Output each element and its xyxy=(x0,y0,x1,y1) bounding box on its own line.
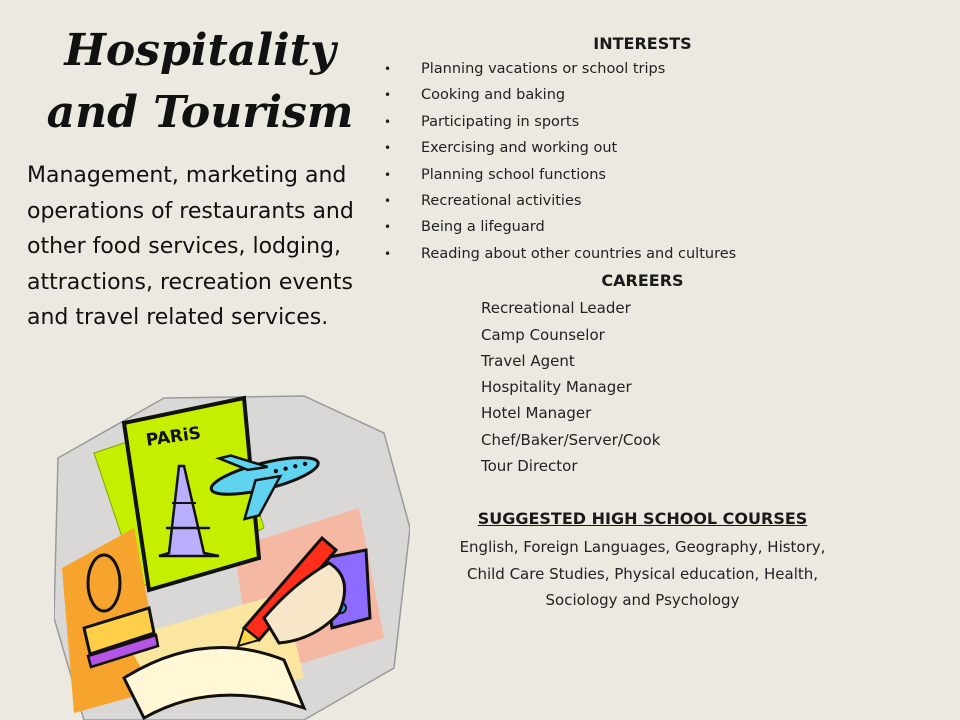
careers-list xyxy=(380,295,905,479)
content-column xyxy=(380,32,905,614)
paris-label: PARiS xyxy=(144,423,203,451)
careers-heading: CAREERS xyxy=(601,271,684,291)
description-text: Management, marketing and operations of restaurants and other food services, lodging, attractions, recreation events and travel related services. xyxy=(27,163,354,330)
list-item: • Participating in sports xyxy=(380,109,905,135)
courses-text xyxy=(380,534,905,614)
title-line-1: Hospitality xyxy=(64,25,336,76)
title-line-2: and Tourism xyxy=(46,87,354,138)
list-item: Hotel Manager xyxy=(481,404,592,423)
interests-heading: INTERESTS xyxy=(593,34,692,53)
list-item: • Cooking and baking xyxy=(380,82,905,108)
list-item: • Recreational activities xyxy=(380,188,905,214)
travel-clipart-image xyxy=(54,378,410,720)
list-item: Hospitality Manager xyxy=(481,378,632,397)
courses-heading: SUGGESTED HIGH SCHOOL COURSES xyxy=(477,509,808,529)
interests-list xyxy=(380,56,905,267)
list-item: Recreational Leader xyxy=(481,299,631,318)
list-item: • Reading about other countries and cultures xyxy=(380,241,905,267)
list-item: Chef/Baker/Server/Cook xyxy=(481,430,661,449)
list-item: • Planning school functions xyxy=(380,162,905,188)
list-item: • Exercising and working out xyxy=(380,135,905,161)
courses-line-2: Child Care Studies, Physical education, Health, xyxy=(466,564,819,583)
list-item: Travel Agent xyxy=(481,351,575,370)
list-item: • Being a lifeguard xyxy=(380,214,905,240)
list-item: Tour Director xyxy=(481,457,578,476)
page-title xyxy=(40,20,360,144)
list-item: Camp Counselor xyxy=(481,325,605,344)
list-item: • Planning vacations or school trips xyxy=(380,56,905,82)
courses-line-1: English, Foreign Languages, Geography, History, xyxy=(459,538,826,557)
courses-line-3: Sociology and Psychology xyxy=(545,591,740,610)
